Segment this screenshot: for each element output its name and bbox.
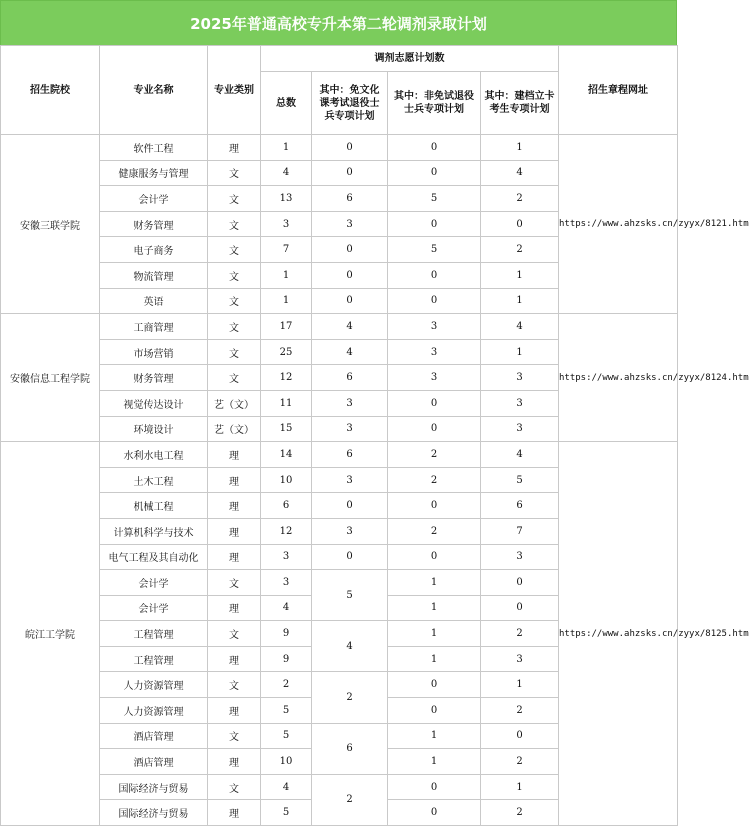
total-cell: 12 <box>261 518 312 544</box>
poverty-cell: 2 <box>481 186 559 212</box>
table-row <box>1 442 678 468</box>
charter-url-link[interactable]: https://www.ahzsks.cn/zyyx/8125.htm <box>559 442 678 826</box>
major-cell: 国际经济与贸易 <box>100 774 208 800</box>
total-cell: 11 <box>261 390 312 416</box>
total-cell: 17 <box>261 314 312 340</box>
poverty-cell: 0 <box>481 570 559 596</box>
veteran-exempt-cell: 0 <box>312 262 388 288</box>
veteran-exempt-cell: 0 <box>312 493 388 519</box>
category-cell: 艺（文） <box>208 416 261 442</box>
major-cell: 酒店管理 <box>100 749 208 775</box>
veteran-nonexempt-cell: 5 <box>388 186 481 212</box>
category-cell: 文 <box>208 211 261 237</box>
total-cell: 12 <box>261 365 312 391</box>
poverty-cell: 2 <box>481 237 559 263</box>
page-title: 2025年普通高校专升本第二轮调剂录取计划 <box>0 0 677 46</box>
poverty-cell: 6 <box>481 493 559 519</box>
veteran-nonexempt-cell: 0 <box>388 672 481 698</box>
veteran-nonexempt-cell: 0 <box>388 390 481 416</box>
poverty-cell: 3 <box>481 416 559 442</box>
category-cell: 理 <box>208 800 261 826</box>
veteran-nonexempt-cell: 2 <box>388 442 481 468</box>
veteran-exempt-cell: 0 <box>312 135 388 161</box>
category-cell: 文 <box>208 186 261 212</box>
major-cell: 水利水电工程 <box>100 442 208 468</box>
major-cell: 工商管理 <box>100 314 208 340</box>
poverty-cell: 0 <box>481 211 559 237</box>
header-poverty: 其中：建档立卡考生专项计划 <box>481 72 559 135</box>
poverty-cell: 1 <box>481 672 559 698</box>
veteran-nonexempt-cell: 1 <box>388 646 481 672</box>
poverty-cell: 2 <box>481 698 559 724</box>
category-cell: 理 <box>208 698 261 724</box>
total-cell: 13 <box>261 186 312 212</box>
major-cell: 人力资源管理 <box>100 698 208 724</box>
header-school: 招生院校 <box>1 46 100 135</box>
veteran-nonexempt-cell: 0 <box>388 774 481 800</box>
poverty-cell: 2 <box>481 800 559 826</box>
total-cell: 7 <box>261 237 312 263</box>
major-cell: 会计学 <box>100 595 208 621</box>
veteran-nonexempt-cell: 0 <box>388 160 481 186</box>
total-cell: 1 <box>261 262 312 288</box>
total-cell: 4 <box>261 160 312 186</box>
veteran-nonexempt-cell: 0 <box>388 698 481 724</box>
veteran-nonexempt-cell: 0 <box>388 416 481 442</box>
veteran-exempt-cell: 0 <box>312 237 388 263</box>
veteran-exempt-cell: 0 <box>312 288 388 314</box>
category-cell: 文 <box>208 262 261 288</box>
total-cell: 4 <box>261 774 312 800</box>
major-cell: 会计学 <box>100 570 208 596</box>
veteran-nonexempt-cell: 1 <box>388 723 481 749</box>
poverty-cell: 4 <box>481 160 559 186</box>
major-cell: 英语 <box>100 288 208 314</box>
total-cell: 1 <box>261 135 312 161</box>
major-cell: 工程管理 <box>100 621 208 647</box>
category-cell: 文 <box>208 160 261 186</box>
total-cell: 10 <box>261 749 312 775</box>
total-cell: 14 <box>261 442 312 468</box>
poverty-cell: 4 <box>481 442 559 468</box>
major-cell: 市场营销 <box>100 339 208 365</box>
category-cell: 文 <box>208 365 261 391</box>
category-cell: 理 <box>208 646 261 672</box>
plan-body <box>1 135 749 826</box>
veteran-exempt-cell: 3 <box>312 211 388 237</box>
header-url: 招生章程网址 <box>559 46 678 135</box>
total-cell: 4 <box>261 595 312 621</box>
major-cell: 健康服务与管理 <box>100 160 208 186</box>
veteran-exempt-cell: 0 <box>312 544 388 570</box>
veteran-exempt-cell: 4 <box>312 339 388 365</box>
poverty-cell: 4 <box>481 314 559 340</box>
veteran-exempt-cell: 6 <box>312 442 388 468</box>
veteran-nonexempt-cell: 3 <box>388 365 481 391</box>
major-cell: 财务管理 <box>100 211 208 237</box>
total-cell: 9 <box>261 646 312 672</box>
veteran-exempt-cell: 3 <box>312 416 388 442</box>
header-category: 专业类别 <box>208 46 261 135</box>
total-cell: 5 <box>261 800 312 826</box>
category-cell: 理 <box>208 518 261 544</box>
table-row <box>1 135 678 161</box>
poverty-cell: 3 <box>481 390 559 416</box>
major-cell: 酒店管理 <box>100 723 208 749</box>
poverty-cell: 1 <box>481 262 559 288</box>
total-cell: 3 <box>261 544 312 570</box>
category-cell: 理 <box>208 442 261 468</box>
poverty-cell: 5 <box>481 467 559 493</box>
school-name-cell: 皖江工学院 <box>1 442 100 826</box>
header-total: 总数 <box>261 72 312 135</box>
veteran-nonexempt-cell: 0 <box>388 800 481 826</box>
major-cell: 人力资源管理 <box>100 672 208 698</box>
category-cell: 文 <box>208 621 261 647</box>
major-cell: 电子商务 <box>100 237 208 263</box>
major-cell: 会计学 <box>100 186 208 212</box>
veteran-nonexempt-cell: 0 <box>388 211 481 237</box>
school-name-cell: 安徽信息工程学院 <box>1 314 100 442</box>
veteran-exempt-cell: 6 <box>312 186 388 212</box>
poverty-cell: 2 <box>481 621 559 647</box>
veteran-nonexempt-cell: 1 <box>388 570 481 596</box>
veteran-nonexempt-cell: 0 <box>388 262 481 288</box>
category-cell: 理 <box>208 749 261 775</box>
veteran-exempt-cell: 2 <box>312 672 388 723</box>
poverty-cell: 3 <box>481 365 559 391</box>
poverty-cell: 1 <box>481 339 559 365</box>
category-cell: 文 <box>208 237 261 263</box>
veteran-nonexempt-cell: 1 <box>388 749 481 775</box>
school-name-cell: 安徽三联学院 <box>1 135 100 314</box>
major-cell: 计算机科学与技术 <box>100 518 208 544</box>
total-cell: 15 <box>261 416 312 442</box>
header-veteran-exempt: 其中：免文化课考试退役士兵专项计划 <box>312 72 388 135</box>
veteran-exempt-cell: 3 <box>312 390 388 416</box>
veteran-nonexempt-cell: 0 <box>388 493 481 519</box>
veteran-exempt-cell: 4 <box>312 314 388 340</box>
major-cell: 工程管理 <box>100 646 208 672</box>
total-cell: 10 <box>261 467 312 493</box>
veteran-nonexempt-cell: 5 <box>388 237 481 263</box>
charter-url-link[interactable]: https://www.ahzsks.cn/zyyx/8124.htm <box>559 314 678 442</box>
category-cell: 文 <box>208 570 261 596</box>
poverty-cell: 1 <box>481 135 559 161</box>
major-cell: 土木工程 <box>100 467 208 493</box>
veteran-exempt-cell: 6 <box>312 723 388 774</box>
poverty-cell: 0 <box>481 595 559 621</box>
category-cell: 理 <box>208 544 261 570</box>
veteran-exempt-cell: 3 <box>312 518 388 544</box>
major-cell: 视觉传达设计 <box>100 390 208 416</box>
category-cell: 理 <box>208 467 261 493</box>
major-cell: 电气工程及其自动化 <box>100 544 208 570</box>
category-cell: 艺（文） <box>208 390 261 416</box>
category-cell: 理 <box>208 595 261 621</box>
veteran-nonexempt-cell: 1 <box>388 595 481 621</box>
poverty-cell: 3 <box>481 544 559 570</box>
veteran-exempt-cell: 0 <box>312 160 388 186</box>
category-cell: 文 <box>208 774 261 800</box>
veteran-nonexempt-cell: 0 <box>388 288 481 314</box>
total-cell: 3 <box>261 211 312 237</box>
total-cell: 5 <box>261 723 312 749</box>
poverty-cell: 1 <box>481 774 559 800</box>
poverty-cell: 0 <box>481 723 559 749</box>
major-cell: 环境设计 <box>100 416 208 442</box>
veteran-nonexempt-cell: 2 <box>388 467 481 493</box>
charter-url-link[interactable]: https://www.ahzsks.cn/zyyx/8121.htm <box>559 135 678 314</box>
veteran-exempt-cell: 4 <box>312 621 388 672</box>
total-cell: 25 <box>261 339 312 365</box>
header-veteran-nonexempt: 其中：非免试退役士兵专项计划 <box>388 72 481 135</box>
total-cell: 5 <box>261 698 312 724</box>
header-plan-group: 调剂志愿计划数 <box>261 46 559 72</box>
major-cell: 软件工程 <box>100 135 208 161</box>
veteran-exempt-cell: 6 <box>312 365 388 391</box>
total-cell: 3 <box>261 570 312 596</box>
veteran-nonexempt-cell: 0 <box>388 135 481 161</box>
poverty-cell: 2 <box>481 749 559 775</box>
veteran-exempt-cell: 2 <box>312 774 388 825</box>
veteran-nonexempt-cell: 3 <box>388 314 481 340</box>
category-cell: 理 <box>208 135 261 161</box>
poverty-cell: 1 <box>481 288 559 314</box>
category-cell: 文 <box>208 672 261 698</box>
total-cell: 6 <box>261 493 312 519</box>
category-cell: 文 <box>208 314 261 340</box>
veteran-nonexempt-cell: 1 <box>388 621 481 647</box>
veteran-nonexempt-cell: 3 <box>388 339 481 365</box>
total-cell: 9 <box>261 621 312 647</box>
header-major: 专业名称 <box>100 46 208 135</box>
veteran-exempt-cell: 3 <box>312 467 388 493</box>
poverty-cell: 7 <box>481 518 559 544</box>
veteran-nonexempt-cell: 0 <box>388 544 481 570</box>
total-cell: 2 <box>261 672 312 698</box>
total-cell: 1 <box>261 288 312 314</box>
category-cell: 文 <box>208 339 261 365</box>
major-cell: 财务管理 <box>100 365 208 391</box>
category-cell: 文 <box>208 288 261 314</box>
major-cell: 机械工程 <box>100 493 208 519</box>
veteran-exempt-cell: 5 <box>312 570 388 621</box>
major-cell: 物流管理 <box>100 262 208 288</box>
major-cell: 国际经济与贸易 <box>100 800 208 826</box>
category-cell: 文 <box>208 723 261 749</box>
poverty-cell: 3 <box>481 646 559 672</box>
category-cell: 理 <box>208 493 261 519</box>
table-row <box>1 314 678 340</box>
plan-table <box>0 45 749 826</box>
veteran-nonexempt-cell: 2 <box>388 518 481 544</box>
